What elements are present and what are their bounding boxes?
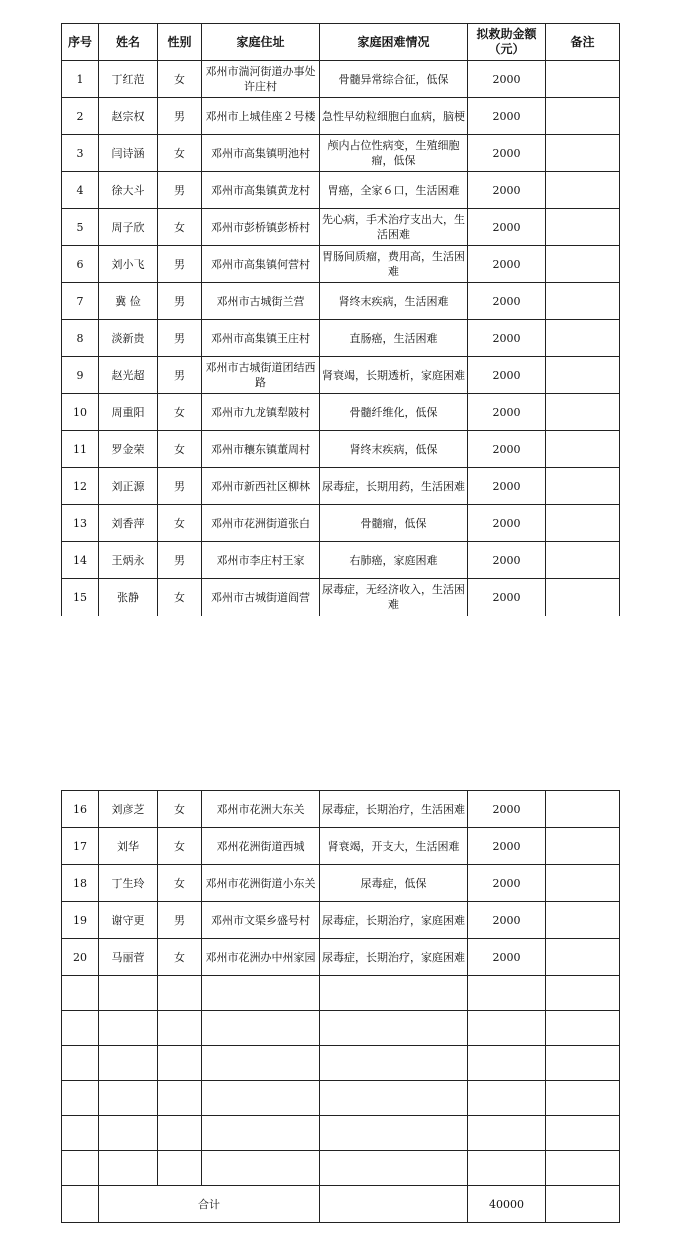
cell-situation: 尿毒症，长期治疗，家庭困难 xyxy=(320,939,468,976)
cell-seq: 1 xyxy=(62,61,99,98)
table-row xyxy=(62,135,620,172)
empty-cell xyxy=(320,1116,468,1151)
cell-situation: 肾终末疾病，生活困难 xyxy=(320,283,468,320)
cell-amount: 2000 xyxy=(468,865,546,902)
empty-cell xyxy=(62,1116,99,1151)
table-row xyxy=(62,579,620,616)
cell-address: 邓州市高集镇明池村 xyxy=(202,135,320,172)
table-row xyxy=(62,209,620,246)
empty-cell xyxy=(320,1011,468,1046)
cell-remark xyxy=(546,394,620,431)
cell-situation: 急性早幼粒细胞白血病，脑梗 xyxy=(320,98,468,135)
cell-seq: 19 xyxy=(62,902,99,939)
cell-address: 邓州市九龙镇犁陂村 xyxy=(202,394,320,431)
cell-name: 赵光超 xyxy=(99,357,158,394)
cell-amount: 2000 xyxy=(468,135,546,172)
empty-cell xyxy=(62,1011,99,1046)
cell-amount: 2000 xyxy=(468,505,546,542)
cell-name: 赵宗权 xyxy=(99,98,158,135)
cell-amount: 2000 xyxy=(468,246,546,283)
empty-cell xyxy=(320,1081,468,1116)
cell-amount: 2000 xyxy=(468,431,546,468)
aid-list-table-part1 xyxy=(61,23,620,616)
empty-cell xyxy=(99,1081,158,1116)
empty-cell xyxy=(546,1116,620,1151)
cell-amount: 2000 xyxy=(468,61,546,98)
table-row xyxy=(62,542,620,579)
total-empty-remark xyxy=(546,1186,620,1223)
cell-remark xyxy=(546,579,620,616)
cell-amount: 2000 xyxy=(468,902,546,939)
cell-address: 邓州市李庄村王家 xyxy=(202,542,320,579)
cell-name: 刘香萍 xyxy=(99,505,158,542)
header-amount-line2: （元） xyxy=(488,42,525,56)
empty-cell xyxy=(158,976,202,1011)
empty-cell xyxy=(468,1011,546,1046)
cell-name: 刘彦芝 xyxy=(99,791,158,828)
empty-cell xyxy=(158,1046,202,1081)
empty-cell xyxy=(320,1046,468,1081)
cell-name: 丁生玲 xyxy=(99,865,158,902)
cell-name: 冀 俭 xyxy=(99,283,158,320)
table-row xyxy=(62,357,620,394)
cell-seq: 15 xyxy=(62,579,99,616)
cell-remark xyxy=(546,902,620,939)
cell-situation: 尿毒症，低保 xyxy=(320,865,468,902)
cell-gender: 女 xyxy=(158,431,202,468)
empty-table-row xyxy=(62,1046,620,1081)
table-row xyxy=(62,283,620,320)
cell-address: 邓州市花洲办中州家园 xyxy=(202,939,320,976)
empty-table-row xyxy=(62,1116,620,1151)
empty-cell xyxy=(320,1151,468,1186)
total-amount: 40000 xyxy=(468,1186,546,1223)
table-body-part1 xyxy=(62,61,620,616)
cell-gender: 男 xyxy=(158,542,202,579)
cell-address: 邓州市古城街道阎营 xyxy=(202,579,320,616)
cell-amount: 2000 xyxy=(468,542,546,579)
empty-cell xyxy=(202,1116,320,1151)
cell-gender: 男 xyxy=(158,283,202,320)
cell-remark xyxy=(546,320,620,357)
header-name: 姓名 xyxy=(99,24,158,61)
table-row xyxy=(62,865,620,902)
cell-address: 邓州市上城佳座２号楼 xyxy=(202,98,320,135)
cell-gender: 女 xyxy=(158,135,202,172)
cell-seq: 7 xyxy=(62,283,99,320)
table-row xyxy=(62,939,620,976)
cell-situation: 骨髓异常综合征，低保 xyxy=(320,61,468,98)
cell-remark xyxy=(546,939,620,976)
cell-situation: 颅内占位性病变，生殖细胞瘤，低保 xyxy=(320,135,468,172)
empty-cell xyxy=(468,1046,546,1081)
cell-address: 邓州市花洲街道小东关 xyxy=(202,865,320,902)
cell-amount: 2000 xyxy=(468,791,546,828)
cell-remark xyxy=(546,283,620,320)
empty-cell xyxy=(546,976,620,1011)
empty-cell xyxy=(202,1151,320,1186)
cell-address: 邓州花洲街道西城 xyxy=(202,828,320,865)
header-situation: 家庭困难情况 xyxy=(320,24,468,61)
cell-gender: 男 xyxy=(158,246,202,283)
cell-name: 徐大斗 xyxy=(99,172,158,209)
empty-cell xyxy=(99,1046,158,1081)
cell-address: 邓州市湍河街道办事处许庄村 xyxy=(202,61,320,98)
cell-address: 邓州市古城街道团结西路 xyxy=(202,357,320,394)
cell-remark xyxy=(546,61,620,98)
cell-gender: 女 xyxy=(158,579,202,616)
cell-seq: 14 xyxy=(62,542,99,579)
cell-situation: 骨髓瘤，低保 xyxy=(320,505,468,542)
empty-cell xyxy=(99,1151,158,1186)
cell-seq: 4 xyxy=(62,172,99,209)
cell-seq: 11 xyxy=(62,431,99,468)
cell-situation: 胃癌，全家６口，生活困难 xyxy=(320,172,468,209)
cell-name: 刘正源 xyxy=(99,468,158,505)
cell-amount: 2000 xyxy=(468,283,546,320)
empty-table-row xyxy=(62,976,620,1011)
cell-name: 张静 xyxy=(99,579,158,616)
cell-gender: 男 xyxy=(158,357,202,394)
cell-remark xyxy=(546,172,620,209)
cell-gender: 男 xyxy=(158,172,202,209)
cell-remark xyxy=(546,135,620,172)
empty-cell xyxy=(468,1081,546,1116)
empty-table-row xyxy=(62,1011,620,1046)
table-row xyxy=(62,828,620,865)
cell-seq: 13 xyxy=(62,505,99,542)
cell-seq: 8 xyxy=(62,320,99,357)
table-row xyxy=(62,61,620,98)
empty-cell xyxy=(202,976,320,1011)
cell-seq: 3 xyxy=(62,135,99,172)
cell-situation: 肾衰竭，长期透析，家庭困难 xyxy=(320,357,468,394)
cell-amount: 2000 xyxy=(468,468,546,505)
cell-address: 邓州市高集镇王庄村 xyxy=(202,320,320,357)
cell-remark xyxy=(546,505,620,542)
table-row xyxy=(62,902,620,939)
cell-remark xyxy=(546,98,620,135)
total-label: 合计 xyxy=(99,1186,320,1223)
cell-amount: 2000 xyxy=(468,579,546,616)
cell-situation: 尿毒症，长期用药，生活困难 xyxy=(320,468,468,505)
empty-cell xyxy=(202,1046,320,1081)
cell-name: 淡新贵 xyxy=(99,320,158,357)
cell-gender: 女 xyxy=(158,505,202,542)
cell-remark xyxy=(546,791,620,828)
cell-name: 丁红范 xyxy=(99,61,158,98)
empty-cell xyxy=(320,976,468,1011)
table-row xyxy=(62,791,620,828)
cell-seq: 12 xyxy=(62,468,99,505)
cell-remark xyxy=(546,357,620,394)
empty-cell xyxy=(202,1081,320,1116)
empty-cell xyxy=(158,1011,202,1046)
cell-situation: 直肠癌，生活困难 xyxy=(320,320,468,357)
cell-seq: 16 xyxy=(62,791,99,828)
cell-address: 邓州市彭桥镇彭桥村 xyxy=(202,209,320,246)
total-empty-cell xyxy=(62,1186,99,1223)
cell-address: 邓州市花洲大东关 xyxy=(202,791,320,828)
header-address: 家庭住址 xyxy=(202,24,320,61)
cell-name: 罗金荣 xyxy=(99,431,158,468)
cell-gender: 女 xyxy=(158,61,202,98)
cell-address: 邓州市花洲街道张白 xyxy=(202,505,320,542)
cell-situation: 骨髓纤维化，低保 xyxy=(320,394,468,431)
cell-situation: 肾终末疾病，低保 xyxy=(320,431,468,468)
cell-remark xyxy=(546,468,620,505)
table-row xyxy=(62,172,620,209)
cell-amount: 2000 xyxy=(468,357,546,394)
cell-amount: 2000 xyxy=(468,939,546,976)
empty-cell xyxy=(546,1011,620,1046)
empty-cell xyxy=(99,1011,158,1046)
cell-situation: 胃肠间质瘤，费用高，生活困难 xyxy=(320,246,468,283)
cell-amount: 2000 xyxy=(468,828,546,865)
cell-seq: 20 xyxy=(62,939,99,976)
cell-amount: 2000 xyxy=(468,394,546,431)
cell-situation: 右肺癌，家庭困难 xyxy=(320,542,468,579)
cell-name: 刘华 xyxy=(99,828,158,865)
empty-cell xyxy=(468,1116,546,1151)
cell-name: 马丽菅 xyxy=(99,939,158,976)
cell-amount: 2000 xyxy=(468,98,546,135)
cell-seq: 18 xyxy=(62,865,99,902)
cell-name: 王炳永 xyxy=(99,542,158,579)
cell-amount: 2000 xyxy=(468,209,546,246)
cell-remark xyxy=(546,865,620,902)
cell-name: 周子欣 xyxy=(99,209,158,246)
header-seq: 序号 xyxy=(62,24,99,61)
empty-cell xyxy=(158,1116,202,1151)
table-row xyxy=(62,394,620,431)
table-body-part2 xyxy=(62,791,620,1186)
cell-name: 刘小飞 xyxy=(99,246,158,283)
empty-cell xyxy=(62,1151,99,1186)
cell-amount: 2000 xyxy=(468,320,546,357)
empty-cell xyxy=(546,1081,620,1116)
table-row xyxy=(62,246,620,283)
empty-cell xyxy=(62,976,99,1011)
cell-address: 邓州市古城街兰营 xyxy=(202,283,320,320)
cell-address: 邓州市文渠乡盛号村 xyxy=(202,902,320,939)
cell-gender: 男 xyxy=(158,98,202,135)
empty-table-row xyxy=(62,1081,620,1116)
cell-gender: 男 xyxy=(158,902,202,939)
cell-remark xyxy=(546,431,620,468)
table-header-row xyxy=(62,24,620,61)
cell-name: 周重阳 xyxy=(99,394,158,431)
cell-situation: 尿毒症，长期治疗，家庭困难 xyxy=(320,902,468,939)
table-row xyxy=(62,98,620,135)
empty-cell xyxy=(546,1151,620,1186)
cell-gender: 女 xyxy=(158,939,202,976)
empty-cell xyxy=(99,976,158,1011)
cell-gender: 女 xyxy=(158,209,202,246)
empty-cell xyxy=(546,1046,620,1081)
total-row xyxy=(62,1186,620,1223)
cell-gender: 男 xyxy=(158,320,202,357)
header-gender: 性别 xyxy=(158,24,202,61)
cell-gender: 女 xyxy=(158,828,202,865)
cell-name: 闫诗涵 xyxy=(99,135,158,172)
cell-address: 邓州市高集镇黄龙村 xyxy=(202,172,320,209)
cell-situation: 肾衰竭，开支大，生活困难 xyxy=(320,828,468,865)
cell-situation: 尿毒症，长期治疗，生活困难 xyxy=(320,791,468,828)
cell-amount: 2000 xyxy=(468,172,546,209)
cell-gender: 女 xyxy=(158,791,202,828)
cell-address: 邓州市穰东镇董周村 xyxy=(202,431,320,468)
cell-situation: 尿毒症，无经济收入，生活困难 xyxy=(320,579,468,616)
cell-seq: 6 xyxy=(62,246,99,283)
cell-seq: 9 xyxy=(62,357,99,394)
cell-gender: 女 xyxy=(158,394,202,431)
empty-cell xyxy=(99,1116,158,1151)
empty-cell xyxy=(158,1081,202,1116)
cell-name: 谢守更 xyxy=(99,902,158,939)
cell-gender: 女 xyxy=(158,865,202,902)
cell-remark xyxy=(546,828,620,865)
cell-remark xyxy=(546,542,620,579)
aid-list-table-part2 xyxy=(61,790,620,1223)
empty-cell xyxy=(62,1081,99,1116)
cell-address: 邓州市新西社区柳林 xyxy=(202,468,320,505)
cell-seq: 5 xyxy=(62,209,99,246)
cell-remark xyxy=(546,246,620,283)
header-amount xyxy=(468,24,546,61)
empty-cell xyxy=(468,1151,546,1186)
cell-seq: 10 xyxy=(62,394,99,431)
cell-situation: 先心病，手术治疗支出大，生活困难 xyxy=(320,209,468,246)
empty-cell xyxy=(158,1151,202,1186)
header-remark: 备注 xyxy=(546,24,620,61)
header-amount-line1: 拟救助金额 xyxy=(476,27,537,41)
table-row xyxy=(62,505,620,542)
table-row xyxy=(62,320,620,357)
cell-address: 邓州市高集镇何营村 xyxy=(202,246,320,283)
cell-seq: 2 xyxy=(62,98,99,135)
total-empty-situation xyxy=(320,1186,468,1223)
cell-seq: 17 xyxy=(62,828,99,865)
empty-cell xyxy=(468,976,546,1011)
empty-cell xyxy=(62,1046,99,1081)
table-row xyxy=(62,431,620,468)
cell-gender: 男 xyxy=(158,468,202,505)
empty-cell xyxy=(202,1011,320,1046)
table-row xyxy=(62,468,620,505)
empty-table-row xyxy=(62,1151,620,1186)
cell-remark xyxy=(546,209,620,246)
